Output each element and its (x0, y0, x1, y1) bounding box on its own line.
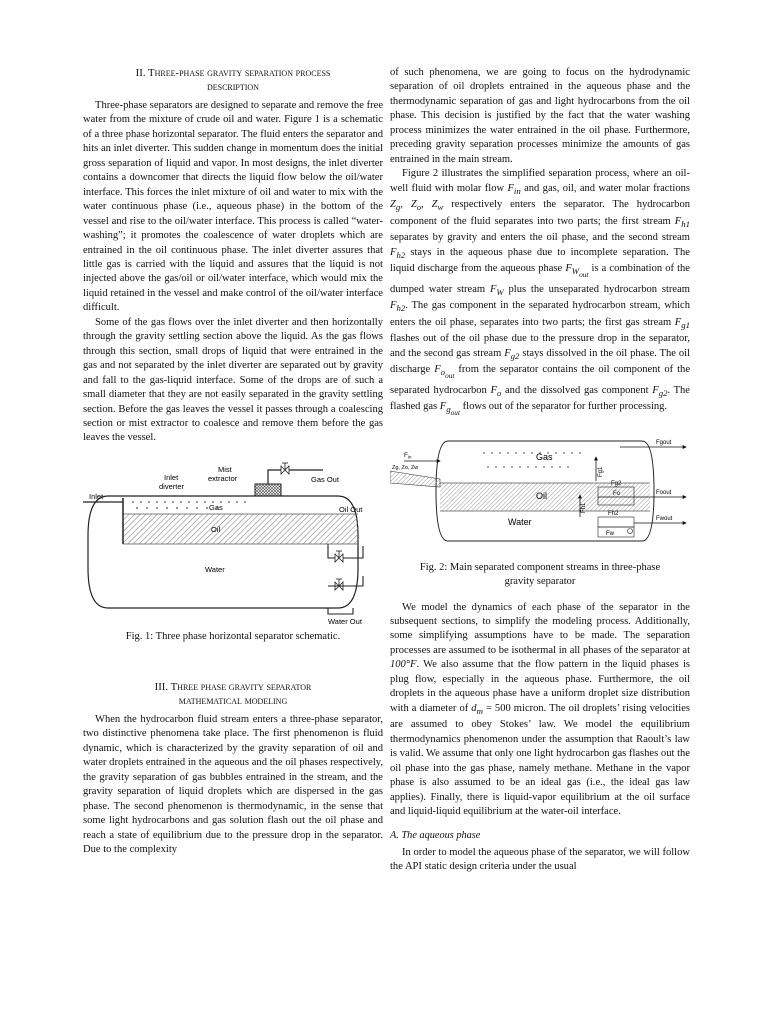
separator-schematic (83, 458, 383, 628)
inlet-label: Inlet (89, 491, 104, 501)
section-3-title: III. Three phase gravity separator mathematical modeling (154, 680, 312, 707)
paragraph: of such phenomena, we are going to focus on the hydrodynamic separation of oil droplets entrained in the aqueous phase and the thermodynamic separation of gas and light hydrocarbons from the oil phase. This decision is justified by the fact that the water washing process minimizes the water entrained in the oil phase. Furthermore, preceding gravity separation processes minimize the amounts of gas entrained in the main stream. (390, 67, 690, 165)
oil-layer (123, 514, 358, 544)
component-streams-diagram (390, 435, 690, 555)
fgout-label: Fgout (656, 439, 672, 446)
z-fractions-label: Zg, Zo, Zw (392, 464, 419, 471)
figure-1 (83, 458, 383, 628)
fin-label: $F_{in}$ (404, 451, 412, 460)
inlet-diverter-label: Inlet (164, 472, 179, 482)
left-column (83, 66, 383, 857)
water-label: Water (205, 564, 225, 574)
fw-label: Fw (606, 530, 614, 537)
fg2-label: Fg2 (611, 480, 622, 487)
water-out-label: Water Out (328, 616, 362, 626)
fh2-label: Fh2 (608, 510, 619, 517)
foout-label: Foout (656, 489, 672, 496)
paragraph: In order to model the aqueous phase of the separator, we will follow the API static design criteria under the usual (390, 846, 690, 873)
gas-out-label: Gas Out (311, 474, 339, 484)
pump-icon (628, 528, 633, 533)
inlet-diverter-label: diverter (159, 481, 185, 491)
figure-1-caption: Fig. 1: Three phase horizontal separator schematic. (125, 630, 341, 642)
mist-extractor (255, 484, 281, 496)
right-column (390, 66, 690, 875)
gas-label: Gas (209, 502, 223, 512)
oil-label: Oil (211, 524, 221, 534)
paragraph: Some of the gas flows over the inlet diverter and then horizontally through the gravity settling section above the liquid. As the gas flows through this section, small drops of liquid that were entrained in the gas and not separated by the inlet diverter are separated out by gravity and fall to the gas-liquid interface. Some of the drops are of such a small diameter that they are not easily separated in the gravity settling section. Before the gas leaves the vessel it passes through a coalescing section or mist extractor to coalesce and remove them before the gas leaves the vessel. (83, 316, 383, 444)
fo-label: Fo (613, 490, 621, 497)
paragraph: Three-phase separators are designed to separate and remove the free water from the mixture of crude oil and water. Figure 1 is a schematic of a three phase horizontal separator. The fluid enters the separator and hits an inlet diverter. This sudden change in momentum does the initial gross separation of liquid and vapor. In most designs, the inlet diverter contains a downcomer that directs the liquid flow below the oil/water interface. This forces the inlet mixture of oil and water to mix with the water continuous phase (i.e., aqueous phase) in the bottom of the vessel and rise to the oil/water interface. This process is called “water-washing”; it promotes the coalescence of water droplets which are entrained in the oil continuous phase. The inlet diverter assures that little gas is carried with the liquid and assures that the liquid is not injected above the gas/oil or oil/water interface, which would mix the liquid retained in the vessel and make control of the oil/water interface difficult. (83, 100, 383, 314)
fwout-label: Fwout (656, 515, 673, 522)
mist-extractor-label: Mist (218, 464, 232, 474)
paragraph: When the hydrocarbon fluid stream enters a three-phase separator, two distinctive phenomena take place. The first phenomenon is fluid dynamic, which is characterized by the gravity separation of oil and water droplets entrained in the aqueous and the oil phases respectively, the gravity separation of gas bubbles entrained in the stream, and the gravity separation of liquid droplets which are dispersed in the gas phase. The second phenomenon is thermodynamic, in the sense that some light hydrocarbons and gas solution flash out the oil phase and reach a state of equilibrium due to the pressure drop in the separator. Due to the complexity (83, 713, 383, 855)
oil-label: Oil (536, 490, 547, 501)
oil-out-label: Oil Out (339, 504, 363, 514)
figure-2-caption: Fig. 2: Main separated component streams in three-phase gravity separator (419, 561, 661, 587)
fh1-label: Fh1 (581, 502, 587, 513)
subsection-a-title: A. The aqueous phase (390, 830, 481, 842)
paragraph: Figure 2 illustrates the simplified separation process, where an oil-well fluid with molar flow $F_{in}$ and gas, oil, and water molar fractions $Z_g$, $Z_o$, $Z_w$ respectively enters the separator. The hydrocarbon component of the fluid separates into two parts; the first stream $F_{h1}$ separates by gravity and enters the oil phase, and the second stream $F_{h2}$ stays in the aqueous phase due to incomplete separation. The liquid discharge from the aqueous phase $F_{W_{out}}$ is a combination of the dumped water stream $F_W$ plus the unseparated hydrocarbon stream $F_{h2}$. The gas component in the separated hydrocarbon stream, which enters the oil phase, separates into two parts; the first gas stream $F_{g1}$ flashes out of the oil phase due to the pressure drop in the separator, and the second gas stream $F_{g2}$ stays dissolved in the oil phase. The oil discharge $F_{o_{out}}$ from the separator contains the oil component of the separated hydrocarbon $F_o$ and the dissolved gas component $F_{g2}$. The flashed gas $F_{g_{out}}$ flows out of the separator for further processing. (390, 168, 691, 418)
figure-2 (390, 435, 690, 555)
gas-label: Gas (536, 451, 553, 462)
fg1-label: Fg1 (598, 466, 604, 477)
section-2-title: II. Three-phase gravity separation process description (135, 67, 331, 93)
paragraph: We model the dynamics of each phase of the separator in the subsequent sections, to simplify the modeling process. Additionally, some simplifying assumptions have to be made. The separation processes are assumed to be isothermal in all phases of the separator at 100°F. We also assume that the flow pattern in the liquid phases is plug flow, especially in the aqueous phase. Furthermore, the oil droplets in the aqueous phase have a uniform droplet size distribution with a diameter of $d_m = 500$ micron. The oil droplets’ rising velocities are assumed to obey Stokes’ law. We model the equilibrium thermodynamics phenomenon under the assumption that Raoult’s law is valid. We assume that only one light hydrocarbon gas flashes out the oil phase into the gas phase, namely methane. Methane in the vapor phase is also assumed to be an ideal gas (i.e., the ideal gas law applies). Finally, there is liquid-vapor equilibrium at the oil surface and liquid-liquid equilibrium at the water-oil interface. (390, 601, 690, 817)
mist-extractor-label: extractor (208, 473, 238, 483)
water-label: Water (508, 516, 532, 527)
